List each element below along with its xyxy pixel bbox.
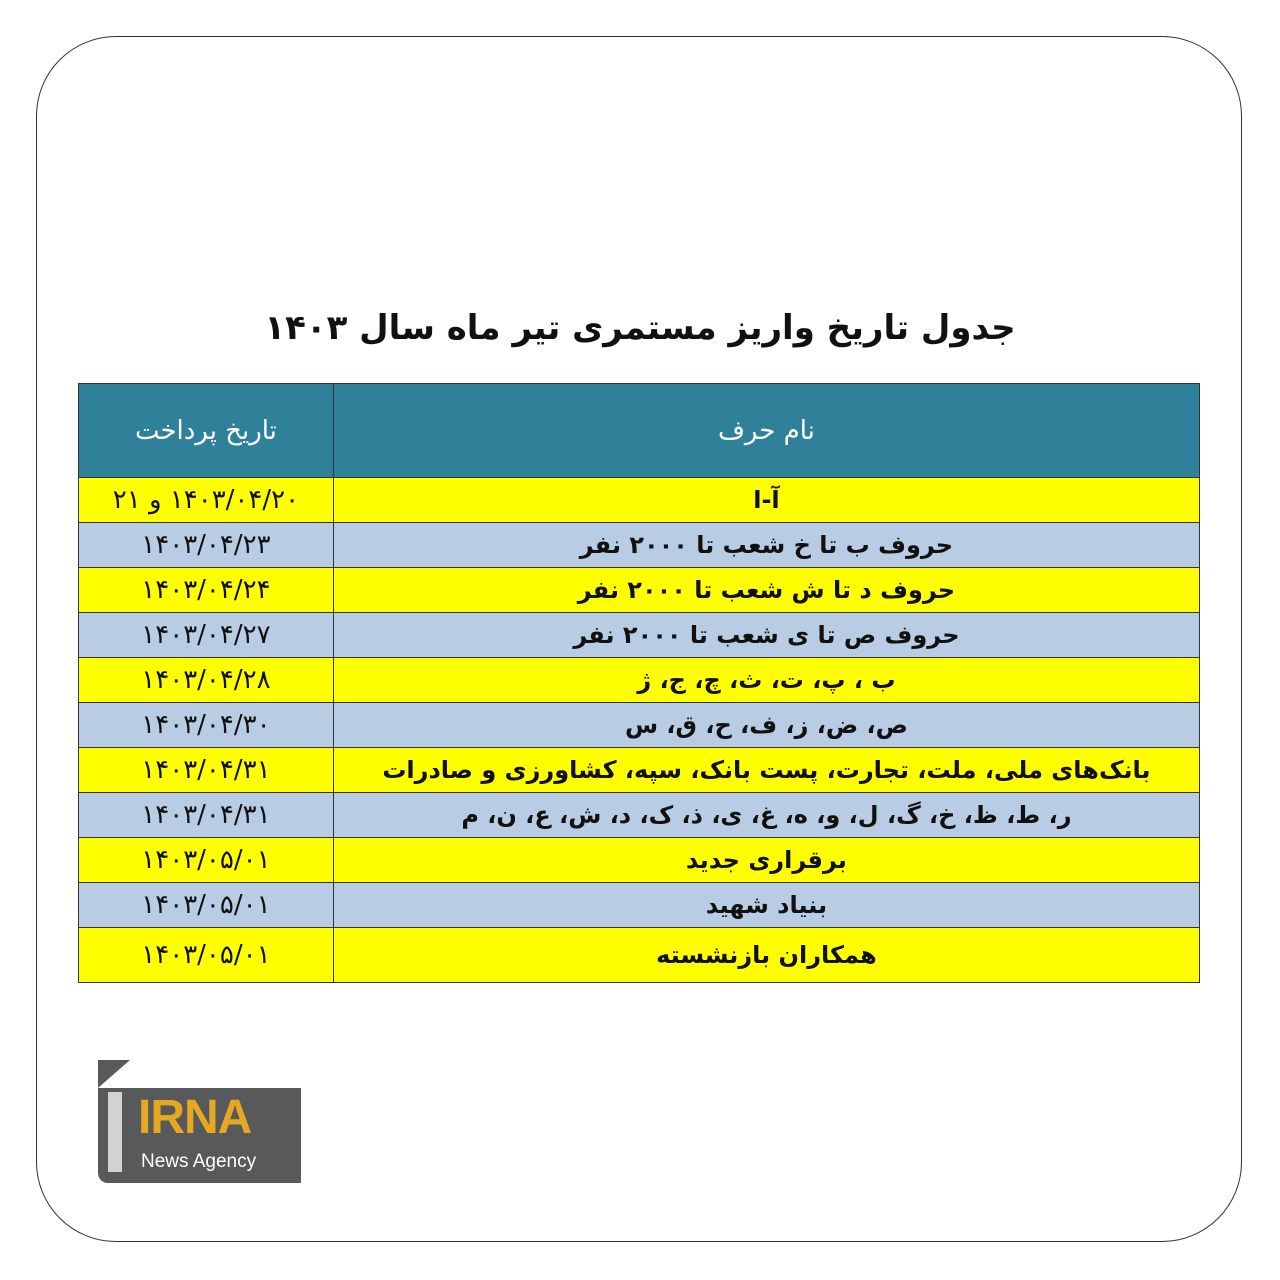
table-row (79, 523, 1200, 568)
table-row (79, 478, 1200, 523)
letter-name-cell: ص، ض، ز، ف، ح، ق، س (333, 703, 1199, 748)
table-row (79, 568, 1200, 613)
letter-name-cell: حروف ب تا خ شعب تا ۲۰۰۰ نفر (333, 523, 1199, 568)
letter-name-cell: حروف ص تا ی شعب تا ۲۰۰۰ نفر (333, 613, 1199, 658)
table-row (79, 613, 1200, 658)
logo-subtitle: News Agency (141, 1151, 257, 1172)
letter-name-cell: حروف د تا ش شعب تا ۲۰۰۰ نفر (333, 568, 1199, 613)
letter-name-cell: بانک‌های ملی، ملت، تجارت، پست بانک، سپه، کشاورزی و صادرات (333, 748, 1199, 793)
payment-date-cell: ۱۴۰۳/۰۴/۲۰ و ۲۱ (79, 478, 334, 523)
payment-date-cell: ۱۴۰۳/۰۴/۲۴ (79, 568, 334, 613)
payment-date-cell: ۱۴۰۳/۰۴/۳۱ (79, 793, 334, 838)
letter-name-cell: همکاران بازنشسته (333, 928, 1199, 983)
payment-date-cell: ۱۴۰۳/۰۵/۰۱ (79, 883, 334, 928)
header-payment-date: تاریخ پرداخت (79, 384, 334, 478)
payment-date-cell: ۱۴۰۳/۰۴/۲۸ (79, 658, 334, 703)
logo-strip (108, 1092, 122, 1172)
table-header-row (79, 384, 1200, 478)
payment-date-cell: ۱۴۰۳/۰۴/۳۰ (79, 703, 334, 748)
letter-name-cell: ر، ط، ظ، خ، گ، ل، و، ه، غ، ی، ذ، ک، د، ش، ع، ن، م (333, 793, 1199, 838)
logo-brand: IRNA (138, 1091, 252, 1144)
letter-name-cell: بنیاد شهید (333, 883, 1199, 928)
table-row (79, 793, 1200, 838)
page-title: جدول تاریخ واریز مستمری تیر ماه سال ۱۴۰۳ (264, 308, 1016, 348)
payment-date-cell: ۱۴۰۳/۰۴/۲۳ (79, 523, 334, 568)
table-row (79, 748, 1200, 793)
letter-name-cell: برقراری جدید (333, 838, 1199, 883)
table-row (79, 658, 1200, 703)
letter-name-cell: ب ، پ، ت، ث، چ، ج، ژ (333, 658, 1199, 703)
payment-schedule-table (78, 383, 1200, 983)
table-row (79, 928, 1200, 983)
irna-logo (98, 1060, 301, 1183)
payment-date-cell: ۱۴۰۳/۰۵/۰۱ (79, 838, 334, 883)
table-row (79, 703, 1200, 748)
table-row (79, 883, 1200, 928)
logo-flap (98, 1060, 130, 1088)
payment-date-cell: ۱۴۰۳/۰۴/۳۱ (79, 748, 334, 793)
table-row (79, 838, 1200, 883)
payment-date-cell: ۱۴۰۳/۰۴/۲۷ (79, 613, 334, 658)
header-letter-name: نام حرف (333, 384, 1199, 478)
payment-date-cell: ۱۴۰۳/۰۵/۰۱ (79, 928, 334, 983)
letter-name-cell: آ-ا (333, 478, 1199, 523)
